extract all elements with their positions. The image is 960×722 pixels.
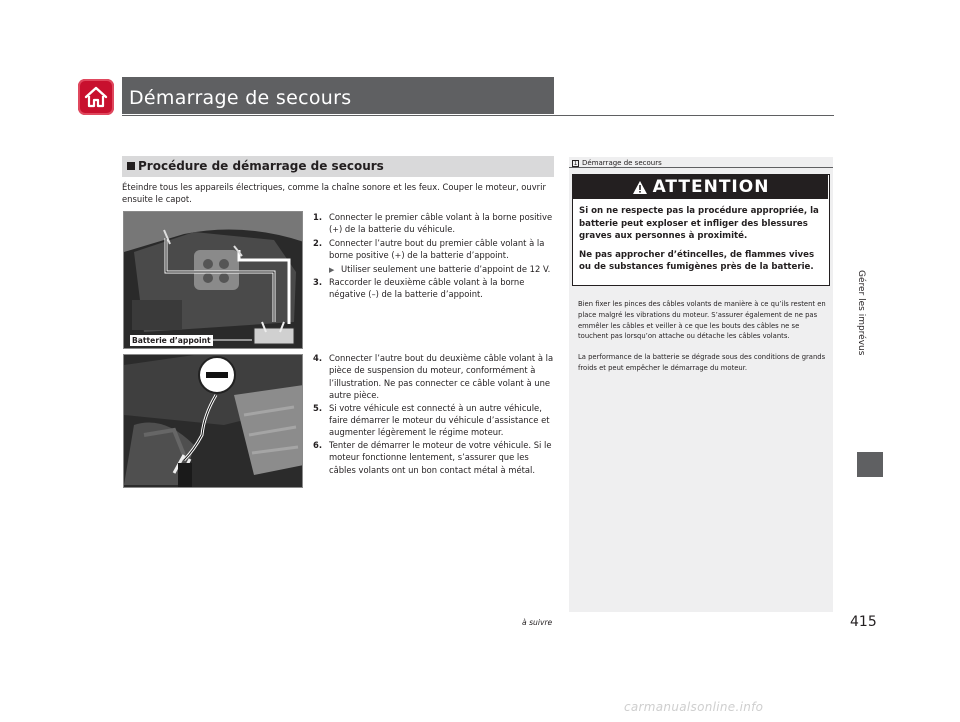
minus-symbol: – (371, 290, 376, 300)
arrow-right-icon: ▶ (329, 265, 335, 274)
side-heading: 1 Démarrage de secours (573, 159, 662, 167)
home-button[interactable] (78, 79, 114, 115)
side-rule (569, 167, 833, 168)
side-notes-text: Bien fixer les pinces des câbles volants de manière à ce qu’ils restent en place malgré les vibrations du moteur. S’assurer également de ne pas emmêler les câbles et veiller à ce que les bouts des câbles ne se touchent pas lorsqu’on attache ou détache les câbles volants. La performance de la batterie se dégrade sous des conditions de grands froids et peut empêcher le démarrage du moteur. (578, 300, 826, 372)
warning-icon (632, 180, 648, 195)
list-item: 1. Connecter le premier câble volant à la borne positive (+) de la batterie du véhicule. (313, 212, 553, 235)
warning-header (573, 175, 828, 199)
engine-bay-photo (123, 211, 303, 349)
watermark: carmanualsonline.info (624, 700, 764, 714)
list-item: 6. Tenter de démarrer le moteur de votre véhicule. Si le moteur fonctionne lentement, s’assurer que les câbles volants ont un bon contact métal à métal. (313, 439, 552, 475)
page-title: Démarrage de secours (129, 87, 352, 109)
list-item: 2. Connecter l’autre bout du premier câble volant à la borne positive (+) de la batterie d’appoint. (313, 237, 545, 261)
booster-battery-label: Batterie d’appoint (132, 336, 211, 345)
section-bullet (127, 162, 135, 170)
step-2-note: ▶ Utiliser seulement une batterie d’appoint de 12 V. (313, 263, 558, 276)
note-reference-icon: 1 (573, 159, 578, 167)
warning-box (572, 174, 830, 286)
list-item: 5. Si votre véhicule est connecté à un autre véhicule, faire démarrer le moteur du véhicule d’assistance et augmenter légèrement le régime moteur. (313, 402, 550, 438)
steps-group-1 (313, 211, 558, 302)
section-title: Procédure de démarrage de secours (138, 159, 384, 173)
chapter-tab-label[interactable]: Gérer les imprévus (856, 270, 866, 356)
continued-label: à suivre (522, 618, 553, 627)
page-number: 415 (850, 614, 877, 630)
intro-text: Éteindre tous les appareils électriques, comme la chaîne sonore et les feux. Couper le moteur, ouvrir ensuite le capot. (122, 182, 546, 205)
warning-title: ATTENTION (652, 177, 770, 197)
list-item: 3. Raccorder le deuxième câble volant à la borne négative (–) de la batterie d’appoint. (313, 277, 525, 300)
warning-body: Si on ne respecte pas la procédure appropriée, la batterie peut exploser et infliger des blessures graves aux personnes à proximité. Ne pas approcher d’étincelles, de flammes vives ou de substances fumigènes près de la batterie. (579, 206, 819, 273)
steps-group-2 (313, 352, 558, 476)
title-rule (122, 115, 834, 116)
home-icon (83, 85, 109, 109)
list-item: 4. Connecter l’autre bout du deuxième câble volant à la pièce de suspension du moteur, conformément à l’illustration. Ne pas connecter ce câble volant à une autre pièce. (313, 353, 554, 401)
chapter-tab-marker (857, 452, 883, 477)
engine-ground-photo (123, 354, 303, 488)
plus-symbol: + (394, 251, 402, 261)
plus-symbol: + (332, 225, 339, 235)
